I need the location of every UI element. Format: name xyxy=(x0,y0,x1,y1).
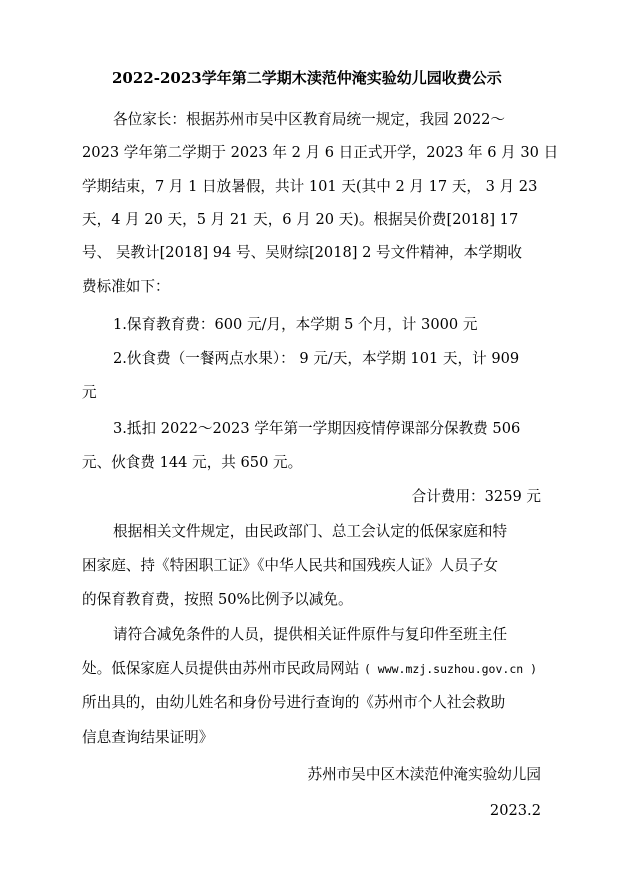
reduction-line: 的保育教育费，按照 50%比例予以减免。 xyxy=(82,591,353,608)
fee-item-2-cont: 元 xyxy=(82,384,97,401)
fee-item-3-cont: 元、伙食费 144 元，共 650 元。 xyxy=(82,454,303,471)
intro-line: 号、 吴教计[2018] 94 号、吴财综[2018] 2 号文件精神，本学期收 xyxy=(82,244,522,261)
fee-item-3: 3.抵扣 2022～2023 学年第一学期因疫情停课部分保教费 506 xyxy=(113,420,521,437)
fee-item-2: 2.伙食费（一餐两点水果）： 9 元/天，本学期 101 天，计 909 xyxy=(113,350,520,367)
intro-line: 学期结束，7 月 1 日放暑假，共计 101 天(其中 2 月 17 天， 3 月 23 xyxy=(82,178,538,195)
fee-total: 合计费用：3259 元 xyxy=(411,488,541,505)
application-line: 所出具的，由幼儿姓名和身份号进行查询的《苏州市个人社会救助 xyxy=(82,694,506,711)
reduction-line: 根据相关文件规定，由民政部门、总工会认定的低保家庭和特 xyxy=(113,523,508,540)
intro-line: 费标准如下： xyxy=(82,278,170,295)
page-title: 2022-2023学年第二学期木渎范仲淹实验幼儿园收费公示 xyxy=(112,69,502,87)
signature-date: 2023.2 xyxy=(489,802,541,819)
application-text: 处。低保家庭人员提供由苏州市民政局网站 xyxy=(82,660,360,677)
signature-org: 苏州市吴中区木渎范仲淹实验幼儿园 xyxy=(307,766,541,783)
website-url: ( www.mzj.suzhou.gov.cn ) xyxy=(363,662,538,676)
intro-line: 2023 学年第二学期于 2023 年 2 月 6 日正式开学，2023 年 6 月 30 日 xyxy=(82,144,559,161)
intro-line: 天，4 月 20 天，5 月 21 天，6 月 20 天)。根据吴价费[2018] 17 xyxy=(82,211,519,228)
application-line: 请符合减免条件的人员，提供相关证件原件与复印件至班主任 xyxy=(113,626,508,643)
reduction-line: 困家庭、持《特困职工证》《中华人民共和国残疾人证》人员子女 xyxy=(82,557,498,574)
intro-line: 各位家长：根据苏州市吴中区教育局统一规定，我园 2022～ xyxy=(113,111,506,128)
fee-item-1: 1.保育教育费：600 元/月，本学期 5 个月，计 3000 元 xyxy=(113,316,478,333)
application-line xyxy=(82,659,537,679)
application-line: 信息查询结果证明》 xyxy=(82,729,214,746)
